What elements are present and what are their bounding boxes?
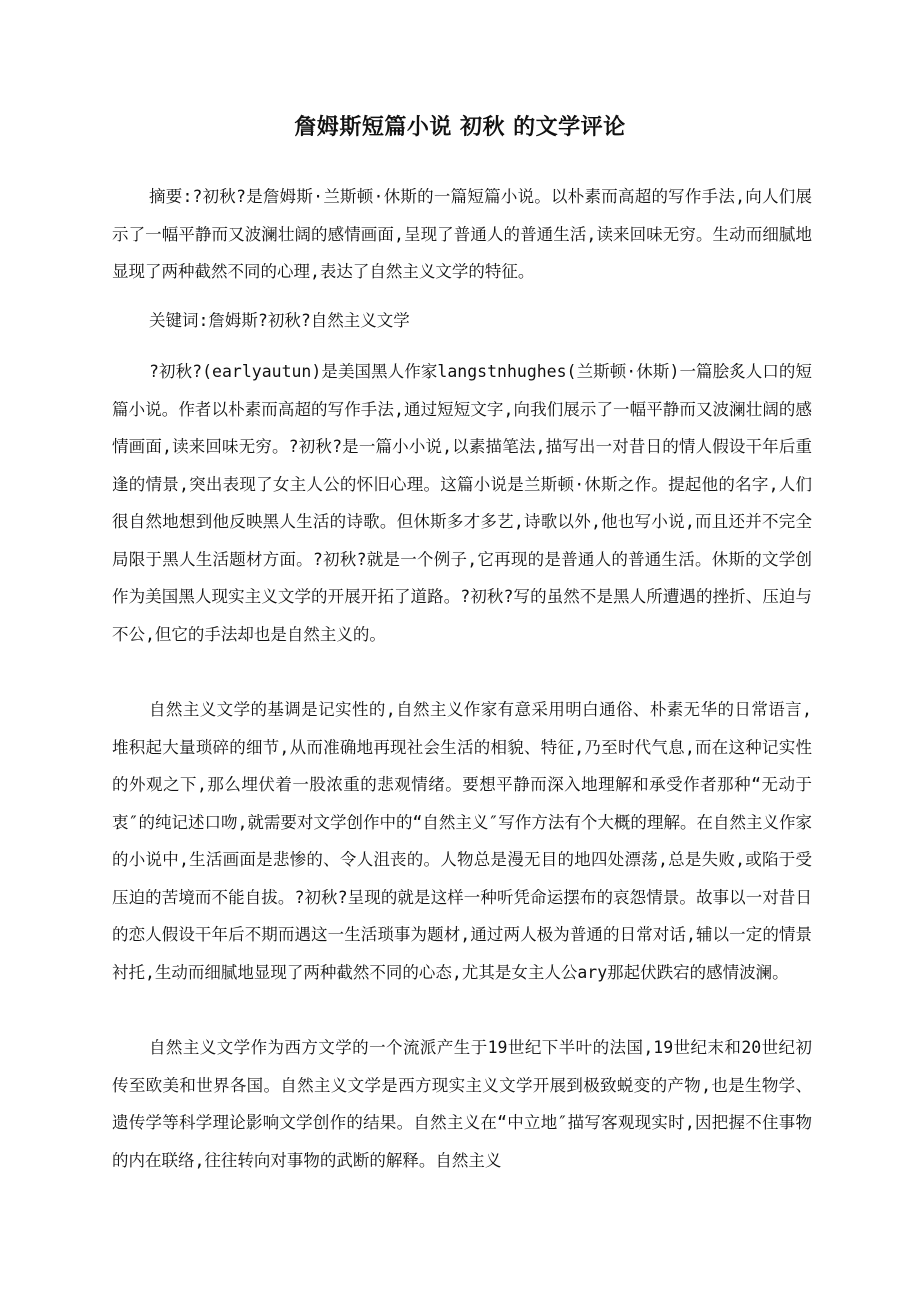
body-paragraph: 自然主义文学作为西方文学的一个流派产生于19世纪下半叶的法国,19世纪末和20世纪初传至欧美和世界各国。自然主义文学是西方现实主义文学开展到极致蜕变的产物,也是生物学、遗传学等科学理论影响文学创作的结果。自然主义在“中立地″描写客观现实时,因把握不住事物的内在联络,往往转向对事物的武断的解释。自然主义 <box>112 1038 812 1170</box>
document-title: 詹姆斯短篇小说 初秋 的文学评论 <box>294 114 626 140</box>
keywords-line: 关键词:詹姆斯?初秋?自然主义文学 <box>149 311 410 330</box>
body-paragraph: ?初秋?(earlyautun)是美国黑人作家langstnhughes(兰斯顿·休斯)一篇脍炙人口的短篇小说。作者以朴素而高超的写作手法,通过短短文字,向我们展示了一幅平静而又波澜壮阔的感情画面,读来回味无穷。?初秋?是一篇小小说,以素描笔法,描写出一对昔日的情人假设干年后重逢的情景,突出表现了女主人公的怀旧心理。这篇小说是兰斯顿·休斯之作。提起他的名字,人们很自然地想到他反映黑人生活的诗歌。但休斯多才多艺,诗歌以外,他也写小说,而且还并不完全局限于黑人生活题材方面。?初秋?就是一个例子,它再现的是普通人的普通生活。休斯的文学创作为美国黑人现实主义文学的开展开拓了道路。?初秋?写的虽然不是黑人所遭遇的挫折、压迫与不公,但它的手法却也是自然主义的。 <box>112 362 812 644</box>
abstract-paragraph: 摘要:?初秋?是詹姆斯·兰斯顿·休斯的一篇短篇小说。以朴素而高超的写作手法,向人们展示了一幅平静而又波澜壮阔的感情画面,呈现了普通人的普通生活,读来回味无穷。生动而细腻地显现了两种截然不同的心理,表达了自然主义文学的特征。 <box>112 187 812 281</box>
body-paragraph: 自然主义文学的基调是记实性的,自然主义作家有意采用明白通俗、朴素无华的日常语言,堆积起大量琐碎的细节,从而准确地再现社会生活的相貌、特征,乃至时代气息,而在这种记实性的外观之下,那么埋伏着一股浓重的悲观情绪。要想平静而深入地理解和承受作者那种“无动于衷″的纯记述口吻,就需要对文学创作中的“自然主义″写作方法有个大概的理解。在自然主义作家的小说中,生活画面是悲惨的、令人沮丧的。人物总是漫无目的地四处漂荡,总是失败,或陷于受压迫的苦境而不能自拔。?初秋?呈现的就是这样一种听凭命运摆布的哀怨情景。故事以一对昔日的恋人假设干年后不期而遇这一生活琐事为题材,通过两人极为普通的日常对话,辅以一定的情景衬托,生动而细腻地显现了两种截然不同的心态,尤其是女主人公ary那起伏跌宕的感情波澜。 <box>112 700 812 982</box>
